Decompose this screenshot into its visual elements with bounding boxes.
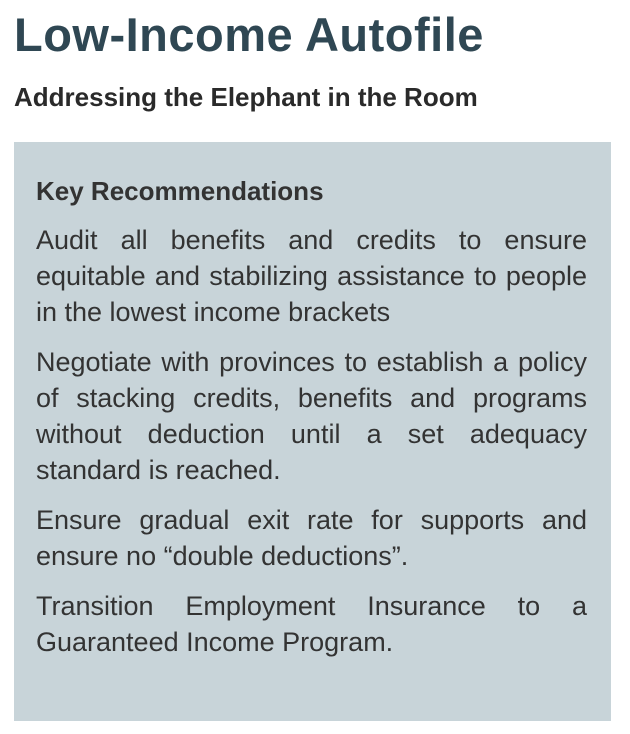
recommendation-item: Audit all benefits and credits to ensure equitable and stabilizing assistance to people in the lowest income brackets: [36, 225, 587, 327]
recommendation-item: Ensure gradual exit rate for supports and ensure no “double deductions”.: [36, 505, 587, 571]
recommendations-heading: Key Recommendations: [36, 176, 324, 206]
recommendation-item: Negotiate with provinces to establish a policy of stacking credits, benefits and programs without deduction until a set adequacy standard is reached.: [36, 347, 587, 485]
page-title: Low-Income Autofile: [14, 8, 484, 61]
recommendation-item: Transition Employment Insurance to a Guaranteed Income Program.: [36, 591, 587, 657]
recommendations-list: [36, 222, 587, 660]
page-subtitle: Addressing the Elephant in the Room: [14, 82, 478, 112]
recommendations-panel: [14, 142, 611, 721]
